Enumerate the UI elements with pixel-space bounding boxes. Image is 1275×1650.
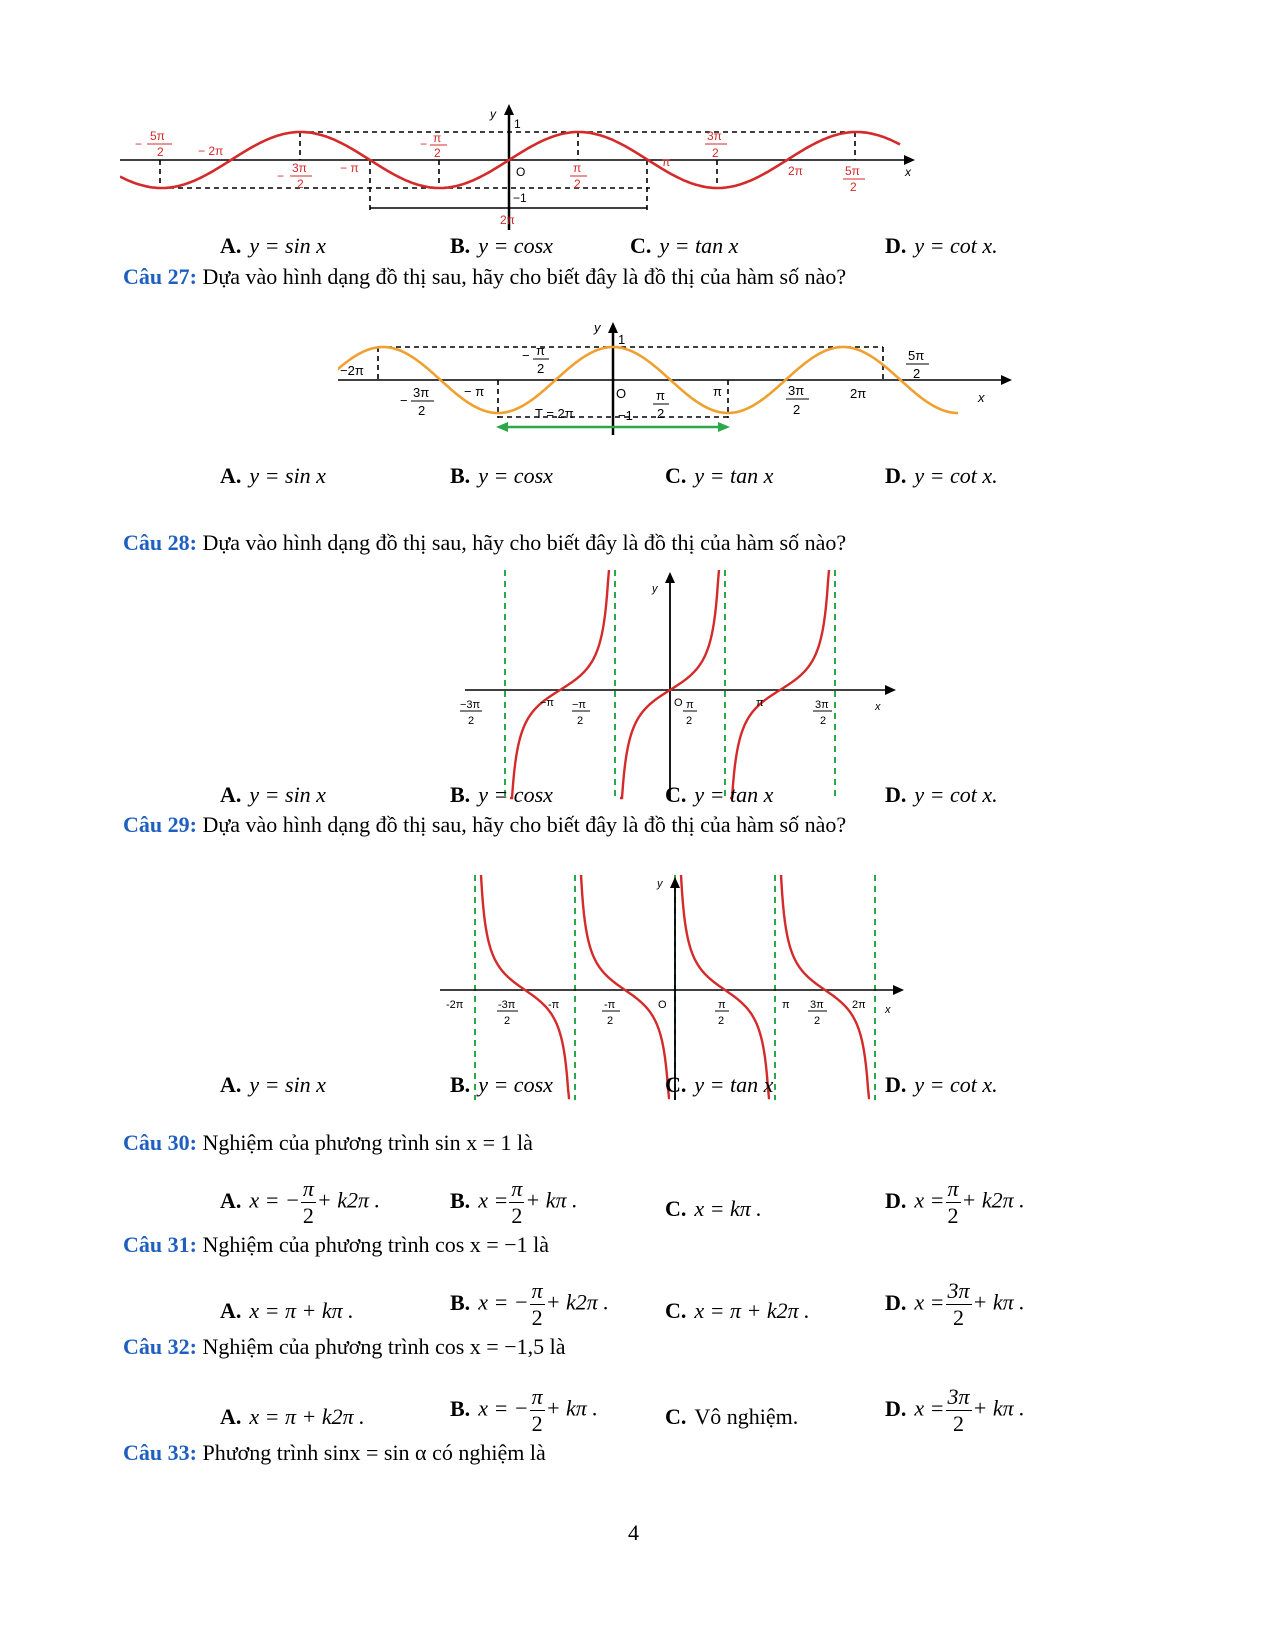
graph2-one-label: 1 — [618, 332, 626, 347]
fraction — [946, 1278, 972, 1331]
option-text: x = − — [249, 1187, 300, 1213]
q31-option-d[interactable] — [885, 1278, 1025, 1331]
graph2-label-pi: π — [713, 384, 722, 399]
svg-text:−: − — [135, 137, 143, 151]
graph4-label-m3pi2: -3π — [498, 999, 516, 1011]
fraction-denominator: 2 — [947, 1203, 959, 1228]
graph4-label-p3pi2: 3π — [810, 999, 824, 1011]
option-letter: C. — [665, 1072, 687, 1097]
graph1-label-m3pi2-den: 2 — [297, 177, 304, 191]
option-text: x = π + kπ . — [249, 1298, 354, 1323]
question-30 — [123, 1130, 533, 1156]
option-text: y = tan x — [659, 233, 739, 258]
page-number: 4 — [628, 1520, 639, 1545]
option-text: x = π + k2π . — [694, 1298, 810, 1323]
option-text: + k2π . — [961, 1187, 1025, 1213]
graph2-label-m3pi2: 3π — [413, 385, 430, 400]
q26-option-d[interactable] — [885, 233, 998, 259]
q28-option-d[interactable] — [885, 782, 998, 808]
fraction-numerator: π — [531, 1384, 543, 1409]
question-number: Câu 27: — [123, 264, 197, 289]
option-text: y = cot x. — [914, 1072, 998, 1097]
graph3-y-label: y — [652, 583, 658, 595]
option-text: + kπ . — [972, 1395, 1025, 1421]
graph-cosine-waveform — [338, 320, 1018, 450]
graph1-label-m5pi2: 5π — [150, 129, 165, 143]
graph2-label-p2pi: 2π — [850, 386, 867, 401]
q31-option-c[interactable] — [665, 1298, 810, 1324]
option-letter: B. — [450, 782, 471, 807]
graph2-label-p5pi2-den: 2 — [913, 366, 921, 381]
fraction-denominator: 2 — [531, 1305, 543, 1330]
graph3-label-p3pi2: 3π — [815, 699, 829, 711]
question-number: Câu 28: — [123, 530, 197, 555]
q27-option-b[interactable] — [450, 463, 553, 489]
fraction-numerator: 3π — [947, 1278, 970, 1303]
option-text: y = cosx — [478, 1072, 553, 1097]
option-letter: C. — [665, 1404, 687, 1429]
option-text: Vô nghiệm. — [694, 1404, 799, 1429]
q28-option-a[interactable] — [220, 782, 326, 808]
graph1-label-p3pi2-den: 2 — [712, 146, 719, 160]
option-letter: B. — [450, 1395, 471, 1421]
q28-option-c[interactable] — [665, 782, 773, 808]
fraction-numerator: π — [302, 1176, 314, 1201]
graph2-label-mpi: − π — [464, 384, 485, 399]
fraction-denominator: 2 — [953, 1411, 965, 1436]
option-letter: A. — [220, 782, 242, 807]
graph1-label-mpi2: π — [433, 131, 442, 145]
option-text: x = kπ . — [694, 1196, 762, 1221]
option-text: y = cosx — [478, 233, 553, 258]
q28-option-b[interactable] — [450, 782, 553, 808]
question-text: Dựa vào hình dạng đồ thị sau, hãy cho biết đây là đồ thị của hàm số nào? — [196, 812, 847, 837]
graph4-label-mpi: -π — [548, 999, 560, 1011]
q32-option-b[interactable] — [450, 1384, 598, 1437]
question-number: Câu 30: — [123, 1130, 197, 1155]
option-text: y = cosx — [478, 463, 553, 488]
q30-option-c[interactable] — [665, 1196, 762, 1222]
question-27 — [123, 264, 846, 290]
option-letter: A. — [220, 1404, 242, 1429]
graph3-x-label: x — [875, 701, 881, 713]
option-text: + k2π . — [545, 1289, 609, 1315]
fraction — [946, 1176, 961, 1229]
graph3-label-p3pi2-den: 2 — [820, 715, 827, 727]
option-text: y = sin x — [249, 782, 326, 807]
q29-option-a[interactable] — [220, 1072, 326, 1098]
option-text: y = tan x — [694, 463, 774, 488]
graph1-label-p5pi2: 5π — [845, 164, 860, 178]
svg-text:−: − — [522, 348, 530, 363]
option-letter: D. — [885, 1289, 907, 1315]
graph4-label-m3pi2-den: 2 — [504, 1015, 511, 1027]
q32-option-a[interactable] — [220, 1404, 365, 1430]
graph1-minus-one-label: −1 — [513, 191, 527, 205]
q27-option-c[interactable] — [665, 463, 773, 489]
question-number: Câu 32: — [123, 1334, 197, 1359]
q32-option-d[interactable] — [885, 1384, 1025, 1437]
question-number: Câu 33: — [123, 1440, 197, 1465]
q31-option-b[interactable] — [450, 1278, 609, 1331]
graph1-label-p5pi2-den: 2 — [850, 180, 857, 194]
graph3-label-mpi2-den: 2 — [577, 715, 584, 727]
q26-option-c[interactable] — [630, 233, 738, 259]
question-text: Nghiệm của phương trình cos x = −1,5 là — [196, 1334, 566, 1359]
graph3-label-pi: π — [756, 697, 764, 709]
svg-text:−: − — [400, 393, 408, 408]
svg-text:−: − — [277, 169, 285, 183]
question-number: Câu 31: — [123, 1232, 197, 1257]
option-letter: A. — [220, 463, 242, 488]
graph2-label-m3pi2-den: 2 — [418, 403, 426, 418]
graph3-origin-label: O — [674, 697, 683, 709]
q26-option-a[interactable] — [220, 233, 326, 259]
q27-option-a[interactable] — [220, 463, 326, 489]
graph4-label-mpi2-den: 2 — [607, 1015, 614, 1027]
graph3-label-mpi2: −π — [572, 699, 587, 711]
fraction-denominator: 2 — [511, 1203, 523, 1228]
graph4-y-label: y — [657, 878, 663, 890]
option-text: y = sin x — [249, 233, 326, 258]
fraction-numerator: 3π — [947, 1384, 970, 1409]
option-letter: B. — [450, 1289, 471, 1315]
option-text: + kπ . — [545, 1395, 598, 1421]
graph4-label-p3pi2-den: 2 — [814, 1015, 821, 1027]
option-letter: C. — [665, 1196, 687, 1221]
graph1-label-p2pi: 2π — [788, 164, 803, 178]
graph4-x-label: x — [885, 1004, 891, 1016]
graph1-x-label: x — [905, 165, 911, 179]
option-text: x = — [914, 1395, 945, 1421]
fraction — [530, 1278, 545, 1331]
graph1-label-pi2-den: 2 — [574, 177, 581, 191]
option-letter: D. — [885, 1187, 907, 1213]
option-text: + kπ . — [972, 1289, 1025, 1315]
graph2-y-label: y — [594, 320, 601, 335]
graph1-y-label: y — [490, 107, 496, 121]
option-letter: B. — [450, 233, 471, 258]
graph1-label-m5pi2-den: 2 — [157, 145, 164, 159]
graph3-label-m3pi2-den: 2 — [468, 715, 475, 727]
option-text: y = cot x. — [914, 233, 998, 258]
q27-option-d[interactable] — [885, 463, 998, 489]
option-letter: B. — [450, 463, 471, 488]
q30-option-a[interactable] — [220, 1176, 380, 1229]
option-text: y = sin x — [249, 463, 326, 488]
question-32 — [123, 1334, 566, 1360]
graph-sine-waveform — [120, 100, 930, 235]
graph-cotangent — [440, 875, 910, 1100]
graph2-minus-one-label: −1 — [618, 408, 633, 423]
question-text: Nghiệm của phương trình sin x = 1 là — [196, 1130, 533, 1155]
q31-option-a[interactable] — [220, 1298, 354, 1324]
option-text: + k2π . — [316, 1187, 381, 1213]
fraction-denominator: 2 — [953, 1305, 965, 1330]
graph4-label-pi2: π — [718, 999, 726, 1011]
graph1-label-p3pi2: 3π — [707, 129, 722, 143]
graph4-label-pi2-den: 2 — [718, 1015, 725, 1027]
fraction-numerator: π — [511, 1176, 523, 1201]
option-text: x = − — [478, 1395, 529, 1421]
graph1-one-label: 1 — [514, 117, 521, 131]
option-letter: C. — [665, 782, 687, 807]
option-text: y = tan x — [694, 1072, 774, 1097]
graph2-label-p3pi2: 3π — [788, 383, 805, 398]
question-33 — [123, 1440, 546, 1466]
graph4-origin-label: O — [658, 999, 667, 1011]
graph3-label-pi2-den: 2 — [686, 715, 693, 727]
question-text: Dựa vào hình dạng đồ thị sau, hãy cho biết đây là đồ thị của hàm số nào? — [196, 264, 847, 289]
option-letter: D. — [885, 782, 907, 807]
option-text: y = cot x. — [914, 463, 998, 488]
option-letter: D. — [885, 1395, 907, 1421]
graph2-label-p3pi2-den: 2 — [793, 402, 801, 417]
fraction-denominator: 2 — [531, 1411, 543, 1436]
option-letter: B. — [450, 1072, 471, 1097]
graph3-label-pi2: π — [686, 699, 694, 711]
graph1-label-pi: π — [662, 155, 671, 169]
option-letter: D. — [885, 463, 907, 488]
q29-option-c[interactable] — [665, 1072, 773, 1098]
option-letter: C. — [630, 233, 652, 258]
question-number: Câu 29: — [123, 812, 197, 837]
fraction-numerator: π — [531, 1278, 543, 1303]
fraction — [301, 1176, 316, 1229]
question-text: Dựa vào hình dạng đồ thị sau, hãy cho biết đây là đồ thị của hàm số nào? — [196, 530, 847, 555]
option-text: y = cot x. — [914, 782, 998, 807]
option-text: y = cosx — [478, 782, 553, 807]
graph4-label-m2pi: -2π — [446, 999, 464, 1011]
graph2-x-label: x — [978, 390, 985, 405]
svg-text:−: − — [420, 137, 428, 151]
graph2-label-m2pi: −2π — [340, 363, 364, 378]
q26-option-b[interactable] — [450, 233, 553, 259]
graph1-label-mpi2-den: 2 — [434, 146, 441, 160]
question-text: Nghiệm của phương trình cos x = −1 là — [196, 1232, 549, 1257]
option-letter: D. — [885, 1072, 907, 1097]
question-28 — [123, 530, 846, 556]
q30-option-b[interactable] — [450, 1176, 577, 1229]
option-letter: C. — [665, 1298, 687, 1323]
graph1-label-mpi: − π — [340, 161, 359, 175]
graph1-label-m3pi2: 3π — [292, 161, 307, 175]
graph1-label-pi2: π — [573, 161, 582, 175]
option-text: + kπ . — [525, 1187, 578, 1213]
fraction-denominator: 2 — [302, 1203, 314, 1228]
fraction — [530, 1384, 545, 1437]
option-letter: B. — [450, 1187, 471, 1213]
fraction-numerator: π — [947, 1176, 959, 1201]
q29-option-d[interactable] — [885, 1072, 998, 1098]
graph1-label-m2pi: − 2π — [198, 144, 224, 158]
option-letter: A. — [220, 233, 242, 258]
option-text: x = − — [478, 1289, 529, 1315]
option-letter: A. — [220, 1187, 242, 1213]
q32-option-c[interactable] — [665, 1404, 798, 1430]
option-text: x = — [478, 1187, 509, 1213]
graph1-origin-label: O — [516, 165, 526, 179]
graph-tangent — [460, 570, 900, 800]
graph3-label-m3pi2: −3π — [460, 699, 481, 711]
option-text: y = tan x — [694, 782, 774, 807]
option-letter: C. — [665, 463, 687, 488]
graph3-label-mpi: −π — [540, 697, 555, 709]
graph1-period-label: 2π — [500, 213, 515, 227]
graph2-label-pi2: π — [656, 388, 665, 403]
graph4-label-pi: π — [782, 999, 790, 1011]
fraction — [946, 1384, 972, 1437]
fraction — [509, 1176, 524, 1229]
graph4-label-mpi2: -π — [604, 999, 616, 1011]
graph2-label-mpi2: π — [536, 343, 545, 358]
graph2-label-pi2-den: 2 — [657, 406, 665, 421]
graph2-label-mpi2-den: 2 — [537, 361, 545, 376]
question-31 — [123, 1232, 549, 1258]
graph2-period-label: T = 2π — [535, 406, 574, 421]
graph4-label-p2pi: 2π — [852, 999, 866, 1011]
option-text: y = sin x — [249, 1072, 326, 1097]
question-29 — [123, 812, 846, 838]
q29-option-b[interactable] — [450, 1072, 553, 1098]
option-letter: D. — [885, 233, 907, 258]
graph2-label-p5pi2: 5π — [908, 348, 925, 363]
option-letter: A. — [220, 1298, 242, 1323]
option-text: x = — [914, 1187, 945, 1213]
q30-option-d[interactable] — [885, 1176, 1025, 1229]
option-letter: A. — [220, 1072, 242, 1097]
option-text: x = — [914, 1289, 945, 1315]
graph2-origin-label: O — [616, 386, 627, 401]
option-text: x = π + k2π . — [249, 1404, 365, 1429]
question-text: Phương trình sinx = sin α có nghiệm là — [196, 1440, 546, 1465]
